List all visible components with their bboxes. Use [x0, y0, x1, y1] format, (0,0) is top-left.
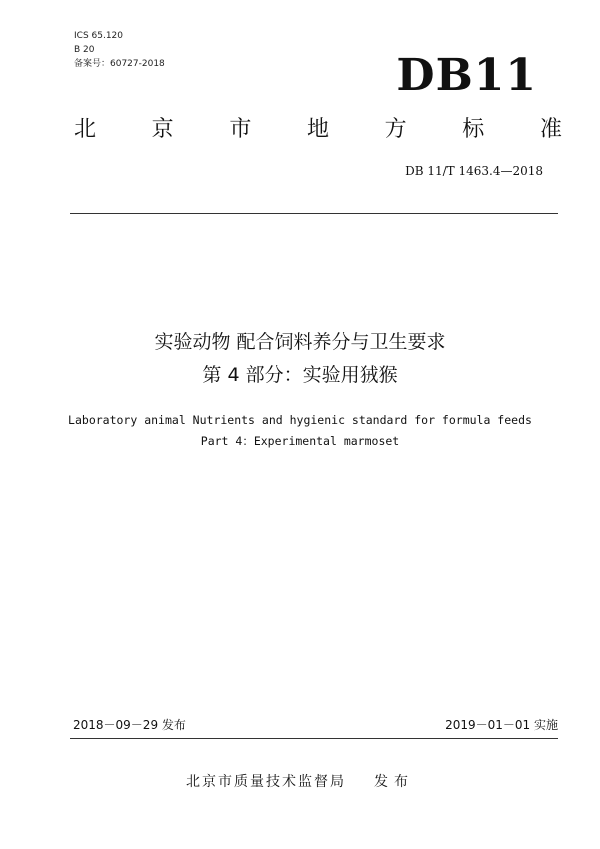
title-chinese-line-1: 实验动物 配合饲料养分与卫生要求 — [154, 331, 446, 353]
footer-divider — [70, 738, 558, 739]
implementation-date: 2019－01－01 实施 — [445, 718, 558, 732]
standard-type-char: 地 — [306, 117, 329, 142]
classification-code: B 20 — [74, 45, 95, 55]
standard-number: DB 11/T 1463.4—2018 — [405, 164, 543, 178]
publisher-name: 北京市质量技术监督局 — [186, 774, 346, 790]
publisher-action: 发布 — [374, 774, 414, 790]
standard-type-char: 方 — [384, 117, 407, 142]
standard-type-char: 准 — [539, 117, 562, 142]
record-number: 备案号：60727-2018 — [74, 59, 165, 69]
standard-logo: DB11 — [396, 50, 537, 101]
standard-type-heading — [74, 115, 562, 145]
publisher-line — [0, 772, 600, 792]
standard-type-char: 市 — [229, 117, 252, 142]
issue-date: 2018－09－29 发布 — [73, 718, 186, 732]
title-english-line-2: Part 4：Experimental marmoset — [200, 434, 400, 448]
standard-type-char: 北 — [74, 117, 97, 142]
standard-type-char: 标 — [462, 117, 485, 142]
ics-code: ICS 65.120 — [74, 31, 124, 41]
title-chinese-line-2: 第 4 部分：实验用狨猴 — [202, 364, 398, 386]
title-english-line-1: Laboratory animal Nutrients and hygienic standard for formula feeds — [68, 413, 532, 427]
standard-type-char: 京 — [151, 117, 174, 142]
header-divider — [70, 213, 558, 214]
